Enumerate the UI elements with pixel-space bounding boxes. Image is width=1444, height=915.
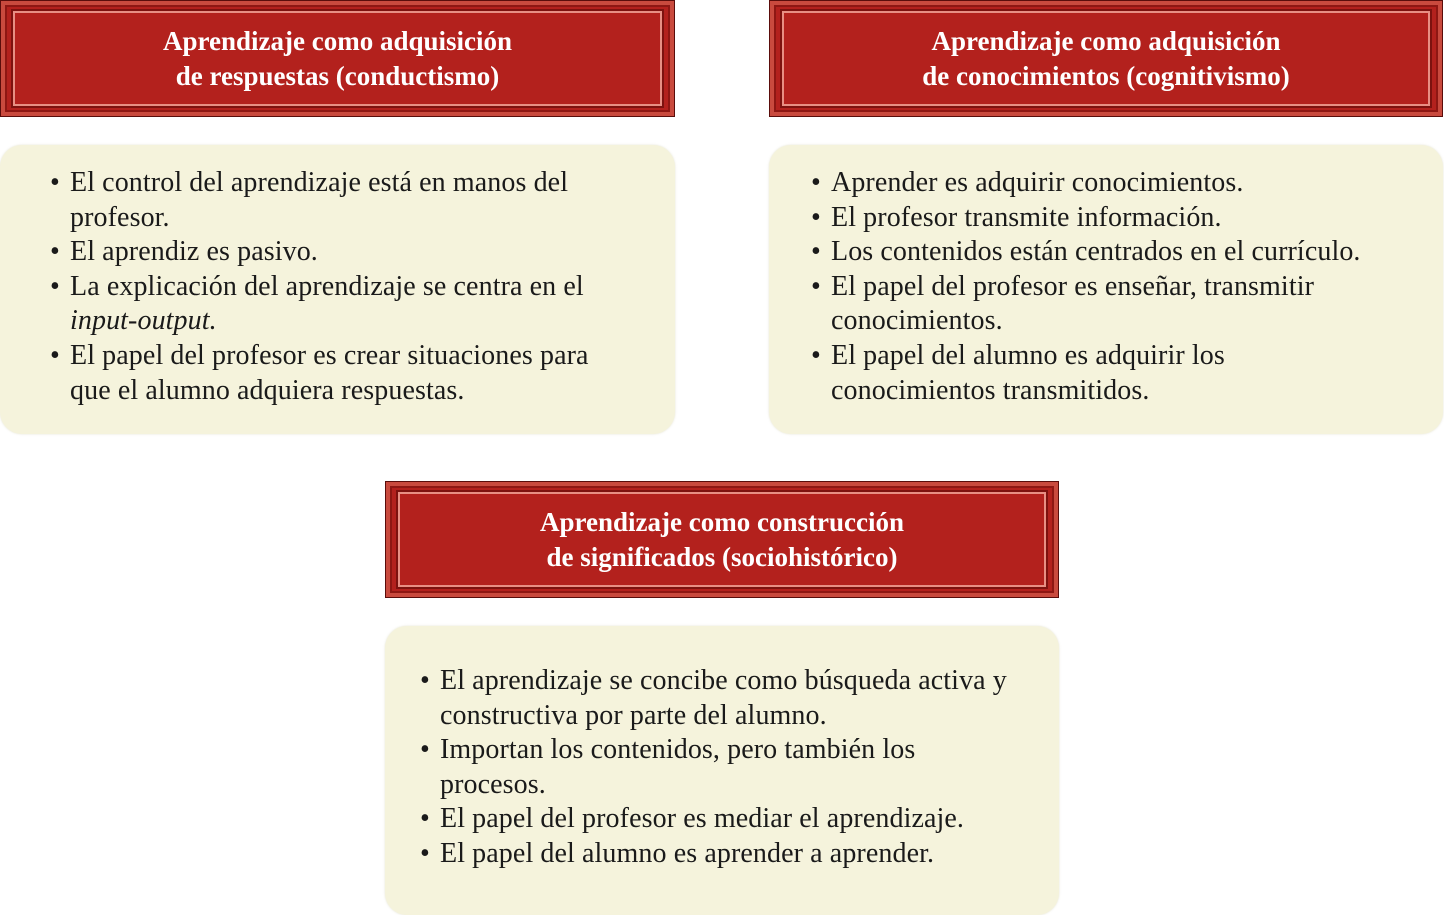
list-cognitivismo: [811, 166, 1423, 408]
list-item: • La explicación del aprendizaje se centra en el input-output.: [50, 270, 635, 339]
list-item: • Los contenidos están centrados en el currículo.: [811, 235, 1423, 270]
header-sociohistorico: [385, 481, 1059, 598]
header-cognitivismo: [769, 0, 1443, 117]
list-sociohistorico: [420, 664, 1039, 872]
list-item: • El papel del profesor es mediar el aprendizaje.: [420, 802, 1039, 837]
list-item: • Aprender es adquirir conocimientos.: [811, 166, 1423, 201]
panel-sociohistorico: [385, 626, 1059, 915]
header-title-cognitivismo: Aprendizaje como adquisición de conocimientos (cognitivismo): [922, 25, 1290, 91]
header-conductismo: [0, 0, 675, 117]
list-item: • El profesor transmite información.: [811, 201, 1423, 236]
list-conductismo: [50, 166, 635, 408]
list-item: • El control del aprendizaje está en manos del profesor.: [50, 166, 635, 235]
list-item: • El papel del alumno es aprender a aprender.: [420, 837, 1039, 872]
list-item: • El papel del profesor es enseñar, transmitir conocimientos.: [811, 270, 1391, 339]
list-item: • Importan los contenidos, pero también los procesos.: [420, 733, 985, 802]
list-item: • El aprendiz es pasivo.: [50, 235, 635, 270]
list-item: • El papel del alumno es adquirir los conocimientos transmitidos.: [811, 339, 1311, 408]
list-item: • El aprendizaje se concibe como búsqueda activa y constructiva por parte del alumno.: [420, 664, 1040, 733]
header-title-conductismo: Aprendizaje como adquisición de respuestas (conductismo): [162, 25, 513, 91]
header-title-sociohistorico: Aprendizaje como construcción de significados (sociohistórico): [540, 506, 904, 572]
panel-conductismo: [0, 145, 675, 434]
italic-term: input-output.: [70, 305, 217, 337]
list-item: • El papel del profesor es crear situaciones para que el alumno adquiera respuestas.: [50, 339, 635, 408]
panel-cognitivismo: [769, 145, 1443, 434]
